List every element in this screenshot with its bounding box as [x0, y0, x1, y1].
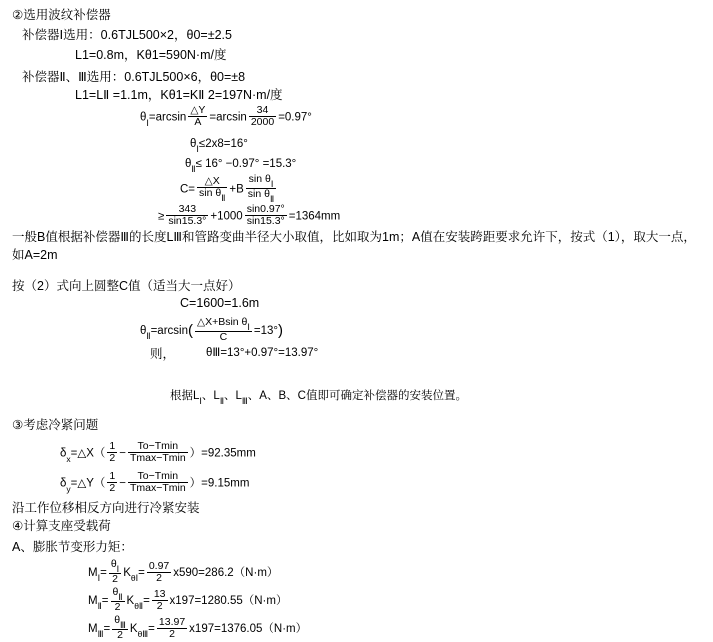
eq10-end: x590=286.2（N·m） — [173, 567, 279, 580]
eq4-fraction-2 — [246, 174, 276, 203]
eq10-eq2: = — [138, 567, 145, 580]
eq11-k-sub: θⅡ — [134, 601, 144, 612]
eq1-fraction-1 — [188, 105, 207, 128]
eq12-f1-den: 2 — [117, 629, 123, 642]
eq3-rest: ≤ 16° −0.97° =15.3° — [195, 158, 297, 170]
eq6-theta: θ — [140, 325, 147, 338]
eq12-f2-num: 13.97 — [158, 615, 186, 628]
p5-sub3: Ⅲ — [241, 396, 248, 407]
eq9-minus: − — [119, 477, 126, 490]
eq2-theta: θ — [190, 138, 197, 150]
eq11-f2-den: 2 — [156, 599, 163, 612]
eq11-k: K — [126, 595, 135, 608]
eq1-f2-den: 2000 — [250, 116, 275, 128]
eq11-f1-num — [111, 587, 125, 602]
eq8-delta: δ — [60, 447, 67, 460]
eq6-result: =13° — [253, 325, 279, 338]
eq10-f2-num: 0.97 — [148, 559, 170, 572]
eq11-f1-num-text: θ — [112, 586, 119, 598]
then-label: 则， — [150, 347, 176, 361]
eq10-k: K — [123, 567, 131, 580]
eq11-end: x197=1280.55（N·m） — [169, 595, 288, 608]
equation-delta-x — [60, 442, 256, 465]
eq5-fraction-1 — [166, 204, 208, 227]
compensator-1-params: L1=0.8m，Kθ1=590N·m/度 — [75, 48, 227, 62]
eq6-fraction — [195, 317, 252, 343]
eq9-delta-sub: y — [66, 483, 71, 494]
eq8-end: ）=92.35mm — [189, 447, 256, 460]
eq12-end: x197=1376.05（N·m） — [189, 623, 308, 636]
eq9-a: =△Y（ — [70, 477, 106, 490]
eq4-f1-den-sub: Ⅱ — [221, 192, 226, 203]
p5-c: 、L — [224, 390, 242, 402]
eq6-f-num-sub: Ⅰ — [247, 322, 250, 333]
eq4-f2-den-sub: Ⅱ — [269, 194, 275, 205]
equation-moment-3 — [88, 616, 307, 642]
eq10-fraction-2 — [147, 561, 171, 584]
eq12-fraction-1 — [112, 615, 128, 641]
eq8-a: =△X（ — [70, 447, 106, 460]
p5-b: 、L — [201, 390, 220, 402]
compensator-2-3-params: L1=LⅡ =1.1m，Kθ1=KⅡ 2=197N·m/度 — [75, 88, 283, 102]
eq9-f2-num: To−Tmin — [128, 471, 188, 483]
eq10-f1-num-text: θ — [110, 558, 117, 570]
eq8-f2-den: Tmax−Tmin — [129, 452, 186, 464]
eq11-f1-num-sub: Ⅱ — [118, 592, 123, 603]
eq10-m: M — [88, 567, 98, 580]
eq10-k-sub: θⅠ — [130, 573, 139, 584]
eq4-f2-den — [246, 189, 276, 203]
installation-position-note — [170, 390, 467, 406]
eq10-fraction-1 — [109, 559, 121, 585]
equation-theta2-limit — [185, 158, 296, 174]
compensator-1-selection: 补偿器Ⅰ选用：0.6TJL500×2，θ0=±2.5 — [22, 28, 232, 42]
eq12-f1-num — [112, 615, 128, 630]
eq6-theta-sub: Ⅱ — [146, 331, 151, 342]
eq12-f1-num-sub: Ⅲ — [120, 620, 126, 631]
eq8-fraction-1 — [107, 441, 117, 464]
eq12-eq: = — [103, 623, 111, 636]
eq9-f1-num: 1 — [109, 470, 116, 482]
eq11-m-sub: Ⅱ — [97, 601, 102, 612]
eq9-f2-den: Tmax−Tmin — [129, 482, 186, 494]
compensator-2-3-selection: 补偿器Ⅱ、Ⅲ选用：0.6TJL500×6，θ0=±8 — [22, 70, 246, 84]
eq1-f1-den: A — [194, 116, 202, 128]
equation-moment-2 — [88, 588, 287, 614]
eq4-f1-den — [197, 188, 227, 202]
eq4-c: C= — [180, 183, 196, 196]
eq9-delta: δ — [60, 477, 67, 490]
eq6-f-num-text: △X+Bsin θ — [197, 316, 248, 328]
eq6-rparen: ) — [278, 321, 284, 339]
eq2-theta-sub: Ⅰ — [196, 144, 199, 155]
eq3-theta: θ — [185, 158, 192, 170]
paragraph-b-value-note: 一般B值根据补偿器Ⅲ的长度LⅢ和管路变曲半径大小取值，比如取为1m；A值在安装跨距要求允许下，按式（1），取大一点，如A=2m — [12, 230, 696, 262]
eq1-fraction-2 — [249, 105, 276, 128]
eq8-f1-num: 1 — [109, 440, 116, 452]
eq12-m-sub: Ⅲ — [97, 629, 104, 640]
eq9-end: ）=9.15mm — [189, 477, 250, 490]
paragraph-round-c: 按（2）式向上圆整C值（适当大一点好） — [12, 279, 241, 293]
eq12-f1-num-text: θ — [114, 614, 121, 626]
eq9-fraction-2 — [128, 471, 188, 494]
eq9-f1-den: 2 — [109, 482, 116, 494]
p5-a: 根据L — [170, 390, 200, 402]
eq4-f2-den-text: sin θ — [247, 188, 270, 201]
equation-moment-1 — [88, 560, 278, 586]
eq1-f2-num: 34 — [249, 105, 276, 117]
eq5-fraction-2 — [245, 204, 287, 227]
eq10-f2-den: 2 — [156, 571, 162, 584]
eq12-k: K — [129, 623, 138, 636]
eq11-fraction-1 — [111, 587, 125, 613]
equation-c-formula — [180, 175, 278, 204]
equation-theta1-limit — [190, 138, 248, 154]
eq4-f1-num: △X — [197, 176, 227, 188]
eq5-f2-num: sin0.97° — [246, 203, 285, 215]
c-rounded-value: C=1600=1.6m — [180, 296, 260, 310]
eq12-fraction-2 — [157, 617, 187, 640]
eq8-f1-den: 2 — [109, 452, 116, 464]
eq6-f-num — [195, 317, 252, 332]
eq1-result: =0.97° — [278, 111, 312, 124]
eq6-f-den: C — [219, 331, 228, 344]
eq1-theta: θ — [140, 111, 147, 124]
eq4-fraction-1 — [197, 176, 227, 202]
eq6-lparen: ( — [188, 321, 193, 339]
eq4-f1-den-text: sin θ — [199, 186, 222, 199]
eq11-eq: = — [101, 595, 109, 608]
eq11-fraction-2 — [152, 589, 168, 612]
equation-c-value — [158, 205, 340, 228]
eq4-mid: +B — [229, 183, 244, 196]
eq1-arcsin-a: =arcsin — [148, 111, 187, 124]
equation-theta3: θⅢ=13°+0.97°=13.97° — [206, 347, 319, 359]
eq8-fraction-2 — [128, 441, 188, 464]
eq6-arcsin: =arcsin — [150, 325, 188, 338]
item-a-heading: A、膨胀节变形力矩： — [12, 540, 133, 554]
eq4-f2-num-sub: Ⅰ — [270, 179, 274, 190]
eq12-k-sub: θⅢ — [137, 629, 149, 640]
eq3-theta-sub: Ⅱ — [191, 164, 196, 175]
eq11-f2-num: 13 — [153, 587, 166, 600]
eq2-rest: ≤2x8=16° — [198, 138, 248, 150]
section-4-heading: ④计算支座受载荷 — [12, 519, 111, 533]
eq1-theta-sub: Ⅰ — [146, 117, 149, 128]
eq12-m: M — [88, 623, 98, 636]
eq8-minus: − — [119, 447, 126, 460]
eq8-delta-sub: x — [66, 453, 71, 464]
section-2-heading: ②选用波纹补偿器 — [12, 8, 111, 22]
eq11-eq2: = — [143, 595, 150, 608]
section-3-heading: ③考虑冷紧问题 — [12, 418, 99, 432]
equation-theta2 — [140, 318, 283, 344]
eq5-end: =1364mm — [288, 210, 341, 223]
eq10-f1-num — [109, 559, 121, 574]
equation-delta-y — [60, 472, 249, 495]
cold-install-note: 沿工作位移相反方向进行冷紧安装 — [12, 501, 200, 515]
equation-theta1 — [140, 106, 312, 129]
eq4-f2-num-text: sin θ — [248, 173, 271, 185]
eq9-fraction-1 — [107, 471, 117, 494]
eq1-f1-num: △Y — [190, 104, 206, 116]
eq12-eq2: = — [148, 623, 155, 636]
eq10-eq: = — [100, 567, 107, 580]
p5-d: 、A、B、C值即可确定补偿器的安装位置。 — [247, 390, 467, 402]
p5-sub1: Ⅰ — [199, 396, 202, 407]
eq11-m: M — [88, 595, 98, 608]
eq10-m-sub: Ⅰ — [97, 573, 101, 584]
eq11-f1-den: 2 — [114, 601, 121, 614]
p5-sub2: Ⅱ — [219, 396, 225, 407]
eq5-f2-den: sin15.3° — [246, 215, 285, 227]
eq10-f1-num-sub: Ⅰ — [116, 564, 120, 575]
eq10-f1-den: 2 — [112, 573, 118, 586]
eq8-f2-num: To−Tmin — [128, 441, 188, 453]
eq12-f2-den: 2 — [169, 627, 175, 640]
eq5-f1-num: 343 — [166, 204, 208, 216]
eq5-mid: +1000 — [210, 210, 243, 223]
eq4-f2-num — [246, 174, 276, 189]
eq5-f1-den: sin15.3° — [168, 215, 207, 227]
eq1-arcsin-b: =arcsin — [209, 111, 247, 124]
eq5-sign: ≥ — [158, 210, 165, 223]
